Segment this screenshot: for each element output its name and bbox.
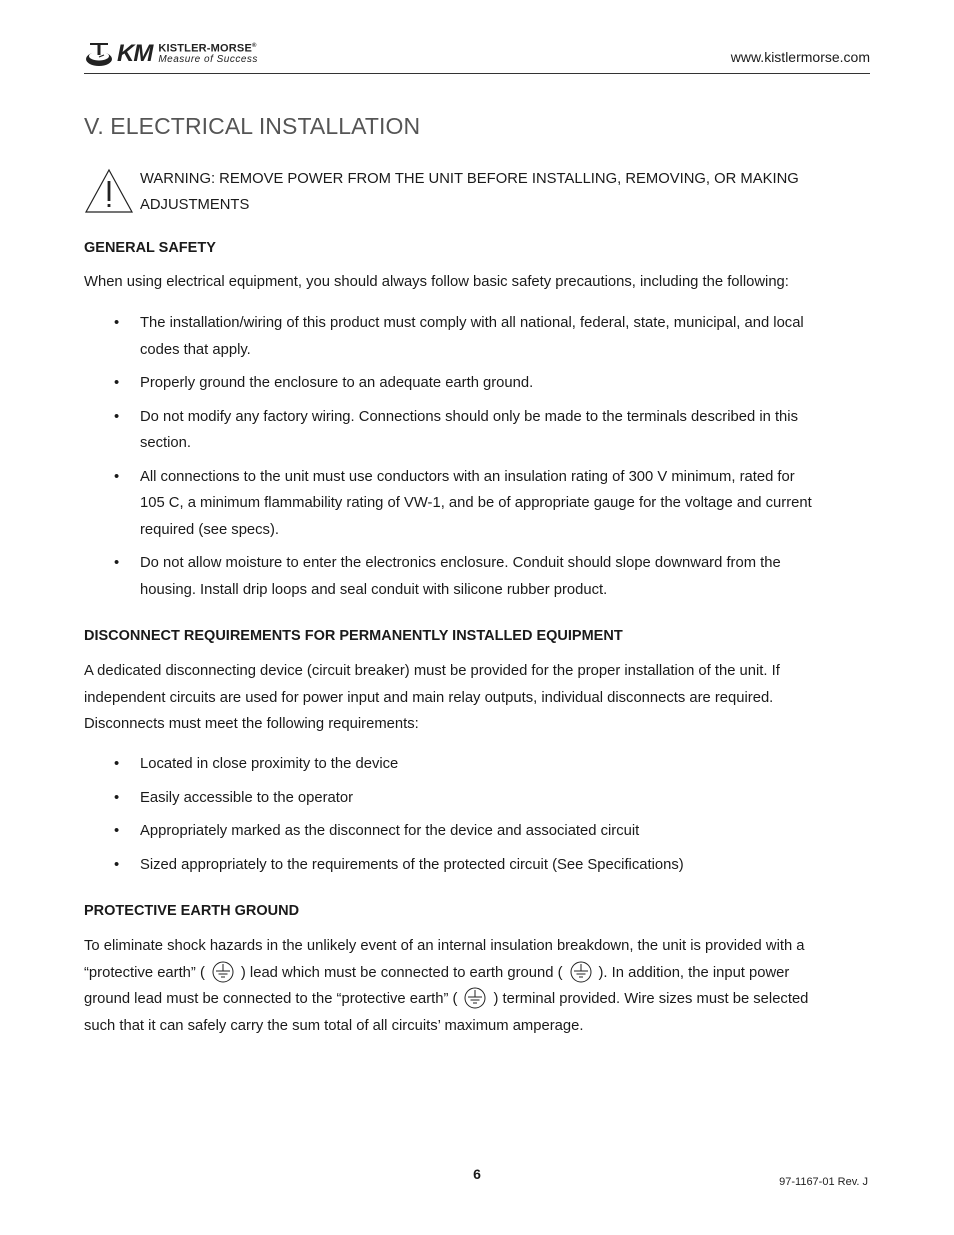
disconnect-heading: DISCONNECT REQUIREMENTS FOR PERMANENTLY INSTALLED EQUIPMENT	[84, 628, 623, 644]
page-header	[84, 36, 870, 74]
website-link[interactable]: www.kistlermorse.com	[730, 49, 870, 65]
list-item: • Appropriately marked as the disconnect for the device and associated circuit	[114, 823, 640, 839]
list-item: • Do not modify any factory wiring. Connections should only be made to the terminals described in this section.	[114, 408, 798, 451]
logo-brand: KISTLER-MORSE®	[158, 42, 257, 55]
list-item: • Do not allow moisture to enter the electronics enclosure. Conduit should slope downward from the housing. Install drip loops and seal conduit with silicone rubber product.	[114, 555, 781, 598]
warning-line-2: ADJUSTMENTS	[140, 197, 250, 213]
protective-earth-icon	[463, 987, 487, 1009]
scale-logo-icon	[84, 39, 114, 69]
logo-tagline: Measure of Success	[158, 54, 258, 66]
list-item: • Properly ground the enclosure to an adequate earth ground.	[114, 375, 534, 391]
list-item: • Located in close proximity to the device	[114, 756, 399, 772]
disconnect-list	[84, 751, 870, 878]
earth-ground-paragraph: To eliminate shock hazards in the unlikely event of an internal insulation breakdown, the unit is provided with a “protective earth” ( ) lead which must be connected to earth ground ( ). In addition, the input power ground lead must be connected to the “protective earth” ( ) terminal provided. Wire sizes must be selected such that it can safely carry the sum total of all circuits’ maximum amperage.	[84, 938, 809, 1034]
general-safety-heading: GENERAL SAFETY	[84, 240, 216, 256]
disconnect-section	[84, 628, 870, 644]
protective-earth-icon	[211, 961, 235, 983]
list-item: • The installation/wiring of this product must comply with all national, federal, state, municipal, and local codes that apply.	[114, 315, 804, 358]
disconnect-paragraph: A dedicated disconnecting device (circuit breaker) must be provided for the proper installation of the unit. If independent circuits are used for power input and main relay outputs, individual disconnects are required. Disconnects must meet the following requirements:	[84, 663, 780, 732]
logo-km: KM	[117, 40, 153, 67]
general-safety-intro: When using electrical equipment, you should always follow basic safety precautions, including the following:	[84, 274, 789, 290]
kistler-morse-logo	[84, 36, 258, 72]
warning-triangle-icon	[84, 168, 134, 214]
warning-line-1: WARNING: REMOVE POWER FROM THE UNIT BEFORE INSTALLING, REMOVING, OR MAKING	[140, 171, 799, 187]
list-item: • Easily accessible to the operator	[114, 789, 354, 806]
protective-earth-icon	[569, 961, 593, 983]
earth-ground-section	[84, 903, 870, 919]
page-number: 6	[473, 1166, 481, 1182]
general-safety-intro-block	[84, 269, 870, 296]
document-number: 97-1167-01 Rev. J	[779, 1176, 868, 1188]
list-item: • Sized appropriately to the requirements of the protected circuit (See Specifications)	[114, 856, 684, 873]
list-item: • All connections to the unit must use conductors with an insulation rating of 300 V minimum, rated for 105 C, a minimum flammability rating of VW-1, and be of appropriate gauge for the voltage and current required (see specs).	[114, 468, 812, 538]
page-title: V. ELECTRICAL INSTALLATION	[84, 113, 421, 139]
general-safety-list	[84, 310, 870, 603]
general-safety-section	[84, 240, 870, 256]
earth-ground-heading: PROTECTIVE EARTH GROUND	[84, 903, 300, 919]
